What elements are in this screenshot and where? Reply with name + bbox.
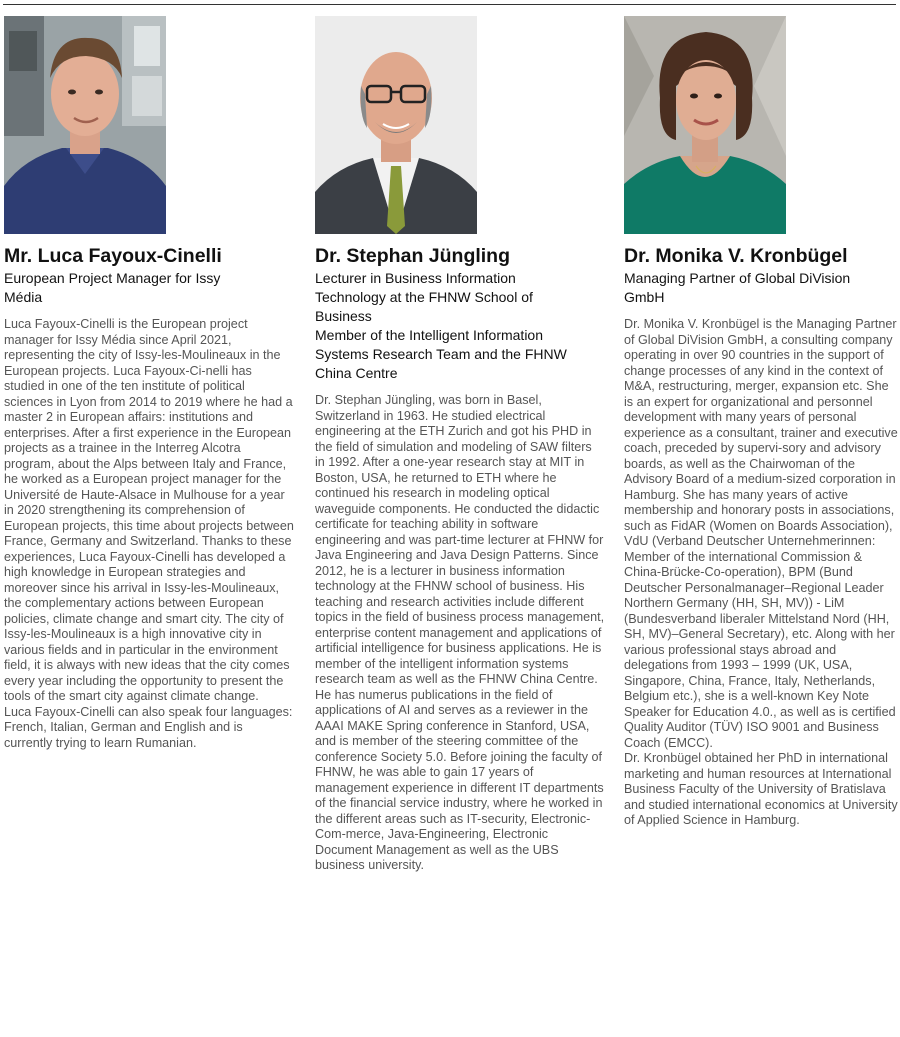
speaker-title-line: Média bbox=[4, 289, 43, 305]
speaker-title-line: Systems Research Team and the FHNW bbox=[315, 346, 567, 362]
speaker-card-luca bbox=[4, 16, 294, 751]
speaker-card-stephan bbox=[315, 16, 605, 874]
speaker-title-line: Managing Partner of Global DiVision bbox=[624, 270, 851, 286]
speaker-title-line: GmbH bbox=[624, 289, 665, 305]
bio-paragraph: Luca Fayoux-Cinelli is the European project manager for Issy Média since April 2021, representing the city of Issy-les-Moulineaux in the European projects. Luca Fayoux-Ci-nelli has studied in one of the ten institute of political sciences in Lyon from 2014 to 2019 where he had a master 2 in European affairs: institutions and enterprises. After a first experience in the European projects as a trainee in the Interreg Alcotra program, about the Alps between Italy and France, he worked as a European project manager for the Université de Haute-Alsace in Mulhouse for a year in 2020 strengthening its comprehension of European projects, this time about projects between France, Germany and Switzerland. Thanks to these experiences, Luca Fayoux-Cinelli has developed a high knowledge in European strategies and moreover since his arrival in Issy-les-Moulineaux, the complementary actions between European policies, climate change and smart city. The city of Issy-les-Moulineaux is a high innovative city in various fields and in particular in the environment field, it is always with new ideas that the city comes every year including the opportunity to present the tools of the smart city against climate change. bbox=[4, 317, 294, 703]
portrait-photo bbox=[624, 16, 786, 234]
speaker-title-line: Technology at the FHNW School of bbox=[315, 289, 533, 305]
speaker-title-line: Lecturer in Business Information bbox=[315, 270, 516, 286]
bio-paragraph: Dr. Kronbügel obtained her PhD in international marketing and human resources at International Business Faculty of the University of Bratislava and studied international economics at University of Applied Science in Hamburg. bbox=[624, 751, 898, 827]
portrait-photo bbox=[315, 16, 477, 234]
speaker-name: Dr. Stephan Jüngling bbox=[315, 245, 511, 267]
speaker-title-line: Member of the Intelligent Information bbox=[315, 327, 544, 343]
speaker-title bbox=[4, 269, 294, 307]
speaker-title bbox=[624, 269, 900, 307]
bio-paragraph: Luca Fayoux-Cinelli can also speak four languages: French, Italian, German and English and is currently trying to learn Rumanian. bbox=[4, 704, 293, 750]
portrait-photo bbox=[4, 16, 166, 234]
speaker-bio bbox=[4, 317, 294, 751]
top-divider bbox=[3, 4, 896, 5]
bio-paragraph: Dr. Stephan Jüngling, was born in Basel, Switzerland in 1963. He studied electrical engineering at the ETH Zurich and got his PHD in the field of simulation and modeling of SAW filters in 1992. After a one-year research stay at MIT in Boston, USA, he returned to ETH where he continued his research in modeling optical waveguide components. He conducted the didactic certificate for teaching ability in software engineering and was part-time lecturer at FHNW for Java Engineering and Java Design Patterns. Since 2012, he is a lecturer in business information technology at the FHNW school of business. His teaching and research activities include different topics in the field of business process management, enterprise content management and applications of artificial intelligence for business applications. He is member of the intelligent information systems research team as well as the FHNW China Centre. He has numerus publications in the field of applications of AI and serves as a reviewer in the AAAI MAKE Spring conference in Stanford, USA, and is member of the steering committee of the conference Society 5.0. Before joining the faculty of FHNW, he was able to gain 17 years of management experience in different IT departments of the financial service industry, where he worked in the different areas such as IT-security, Electronic-Com-merce, Java-Engineering, Electronic Document Management as well as the UBS business university. bbox=[315, 393, 605, 872]
bio-paragraph: Dr. Monika V. Kronbügel is the Managing Partner of Global DiVision GmbH, a consulting company operating in over 90 countries in the support of change processes of any kind in the context of M&A, restructuring, merger, expansion etc. She is an expert for organizational and personnel development with many years of personal experience as a consultant, trainer and executive coach, preceded by supervi-sory and advisory boards, as well as the Chairwoman of the Advisory Board of a medium-sized corporation in Hamburg. She has many years of active membership and honorary posts in associations, such as FidAR (Women on Boards Association), VdU (Verband Deutscher Unternehmerinnen: Member of the international Commission & China-Brücke-Co-operation), BPM (Bund Deutscher Personalmanager–Regional Leader Northern Germany (HH, SH, MV)) - LiM (Bundesverband liberaler Mittelstand Nord (HH, SH, MV)–General Secretary), etc. Along with her various professional stays abroad and delegations from 1993 – 1999 (UK, USA, Singapore, China, France, Italy, Netherlands, Belgium etc.), she is a well-known Key Note Speaker for Education 4.0., as well as is certified Quality Auditor (TÜV) ISO 9001 and Business Coach (EMCC). bbox=[624, 317, 898, 750]
speaker-bio bbox=[624, 317, 900, 829]
speaker-title-line: European Project Manager for Issy bbox=[4, 270, 221, 286]
speaker-name: Dr. Monika V. Kronbügel bbox=[624, 245, 848, 267]
speaker-bio bbox=[315, 393, 605, 874]
speaker-title bbox=[315, 269, 605, 383]
speaker-title-line: China Centre bbox=[315, 365, 398, 381]
speaker-card-monika bbox=[624, 16, 900, 829]
speaker-name: Mr. Luca Fayoux-Cinelli bbox=[4, 245, 222, 267]
speaker-title-line: Business bbox=[315, 308, 372, 324]
